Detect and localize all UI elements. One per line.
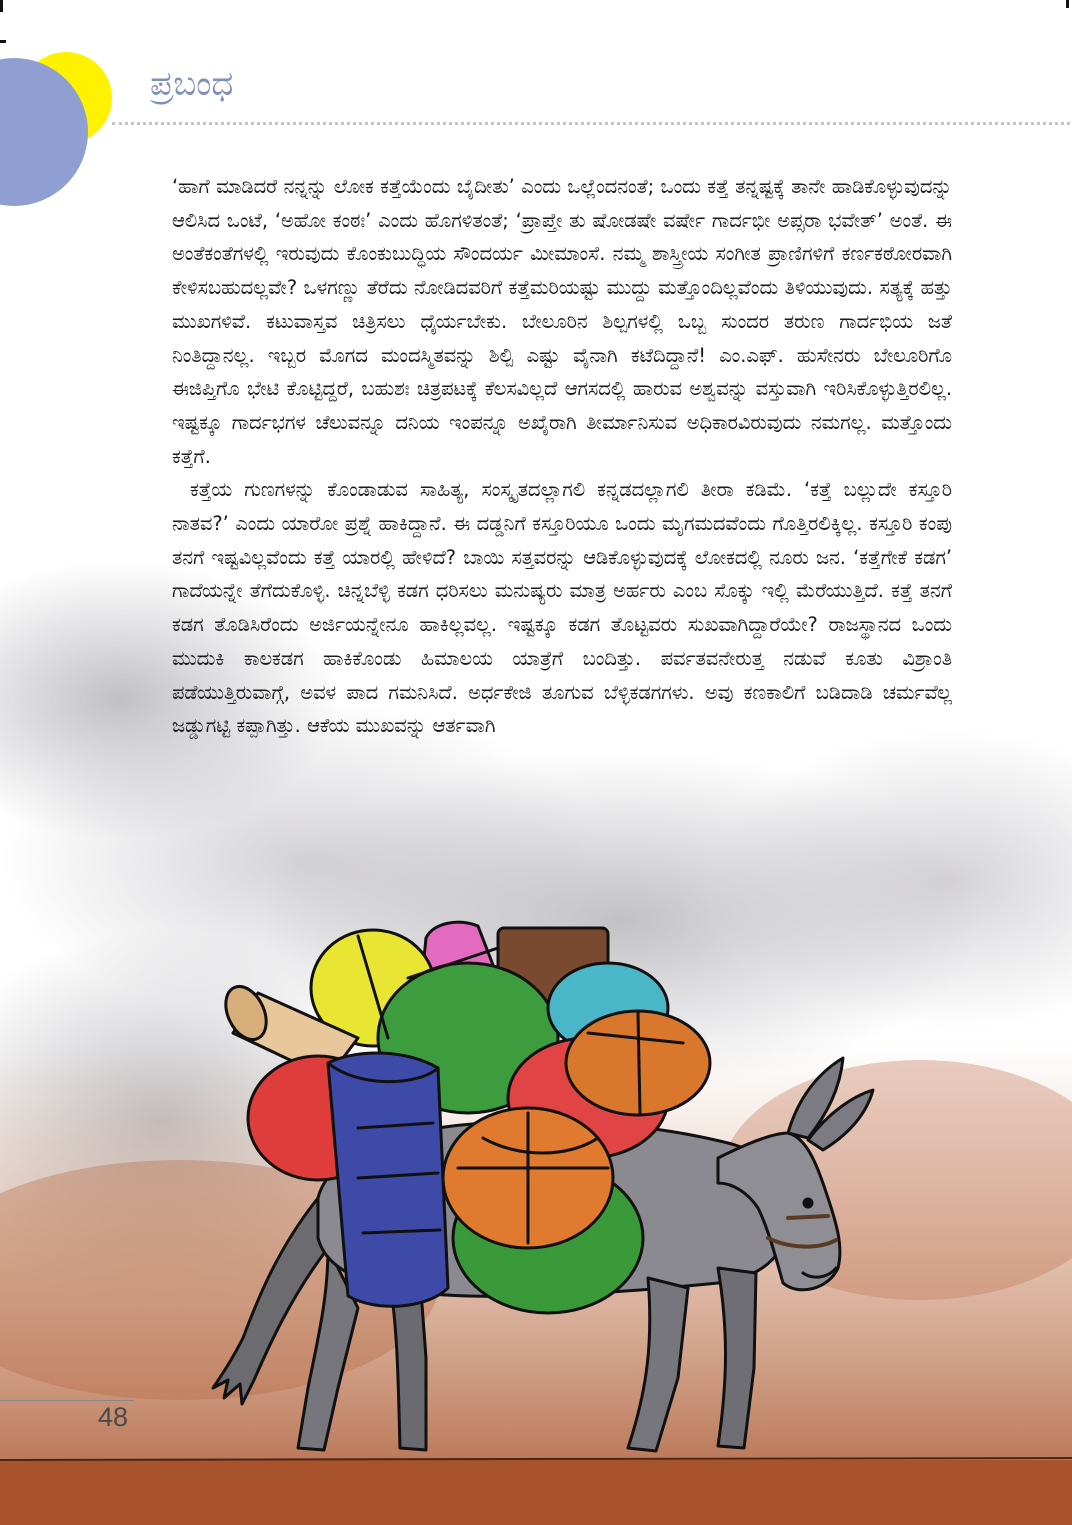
header-dotted-divider: [112, 122, 1070, 125]
donkey-with-luggage-illustration: [28, 918, 1072, 1498]
crop-mark: [1066, 0, 1069, 8]
footer-rule: [0, 1400, 134, 1401]
page-number: 48: [98, 1402, 129, 1432]
section-title: ಪ್ರಬಂಧ: [150, 64, 234, 104]
crop-mark: [0, 40, 6, 43]
crop-mark: [0, 0, 3, 12]
paragraph: ಕತ್ತೆಯ ಗುಣಗಳನ್ನು ಕೊಂಡಾಡುವ ಸಾಹಿತ್ಯ, ಸಂಸ್ಕೃತದಲ್ಲಾಗಲಿ ಕನ್ನಡದಲ್ಲಾಗಲಿ ತೀರಾ ಕಡಿಮೆ. ‘ಕತ್ತೆ ಬಲ್ಲುದೇ ಕಸ್ತೂರಿ ನಾತವ?’ ಎಂದು ಯಾರೋ ಪ್ರಶ್ನೆ ಹಾಕಿದ್ದಾನೆ. ಈ ದಡ್ಡನಿಗೆ ಕಸ್ತೂರಿಯೂ ಒಂದು ಮೃಗಮದವೆಂದು ಗೊತ್ತಿರಲಿಕ್ಕಿಲ್ಲ. ಕಸ್ತೂರಿ ಕಂಪು ತನಗೆ ಇಷ್ಟವಿಲ್ಲವೆಂದು ಕತ್ತೆ ಯಾರಲ್ಲಿ ಹೇಳಿದೆ? ಬಾಯಿ ಸತ್ತವರನ್ನು ಆಡಿಕೊಳ್ಳುವುದಕ್ಕೆ ಲೋಕದಲ್ಲಿ ನೂರು ಜನ. ‘ಕತ್ತೆಗೇಕೆ ಕಡಗ’ ಗಾದೆಯನ್ನೇ ತೆಗೆದುಕೊಳ್ಳಿ. ಚಿನ್ನಬೆಳ್ಳಿ ಕಡಗ ಧರಿಸಲು ಮನುಷ್ಯರು ಮಾತ್ರ ಅರ್ಹರು ಎಂಬ ಸೊಕ್ಕು ಇಲ್ಲಿ ಮೆರೆಯುತ್ತಿದೆ. ಕತ್ತೆ ತನಗೆ ಕಡಗ ತೊಡಿಸಿರೆಂದು ಅರ್ಜಿಯನ್ನೇನೂ ಹಾಕಿಲ್ಲವಲ್ಲ. ಇಷ್ಟಕ್ಕೂ ಕಡಗ ತೊಟ್ಟವರು ಸುಖವಾಗಿದ್ದಾರೆಯೇ? ರಾಜಸ್ಥಾನದ ಒಂದು ಮುದುಕಿ ಕಾಲಕಡಗ ಹಾಕಿಕೊಂಡು ಹಿಮಾಲಯ ಯಾತ್ರೆಗೆ ಬಂದಿತ್ತು. ಪರ್ವತವನೇರುತ್ತ ನಡುವೆ ಕೂತು ವಿಶ್ರಾಂತಿ ಪಡೆಯುತ್ತಿರುವಾಗ್ಗೆ, ಅವಳ ಪಾದ ಗಮನಿಸಿದೆ. ಅರ್ಧಕೇಜಿ ತೂಗುವ ಬೆಳ್ಳಿಕಡಗಗಳು. ಅವು ಕಣಕಾಲಿಗೆ ಬಡಿದಾಡಿ ಚರ್ಮವೆಲ್ಲ ಜಡ್ಡುಗಟ್ಟಿ ಕಪ್ಪಾಗಿತ್ತು. ಆಕೆಯ ಮುಖವನ್ನು ಆರ್ತವಾಗಿ: [172, 478, 952, 738]
essay-text: [172, 170, 952, 743]
paragraph: ‘ಹಾಗೆ ಮಾಡಿದರೆ ನನ್ನನ್ನು ಲೋಕ ಕತ್ತೆಯೆಂದು ಬೈದೀತು’ ಎಂದು ಒಲ್ಲೆಂದನಂತೆ; ಒಂದು ಕತ್ತೆ ತನ್ನಷ್ಟಕ್ಕೆ ತಾನೇ ಹಾಡಿಕೊಳ್ಳುವುದನ್ನು ಆಲಿಸಿದ ಒಂಟೆ, ‘ಅಹೋ ಕಂಠಃ’ ಎಂದು ಹೊಗಳಿತಂತೆ; ‘ಪ್ರಾಪ್ತೇ ತು ಷೋಡಷೇ ವರ್ಷೇ ಗಾರ್ದಭೀ ಅಪ್ಸರಾ ಭವೇತ್’ ಅಂತೆ. ಈ ಅಂತೆಕಂತೆಗಳಲ್ಲಿ ಇರುವುದು ಕೊಂಕುಬುದ್ಧಿಯ ಸೌಂದರ್ಯ ಮೀಮಾಂಸೆ. ನಮ್ಮ ಶಾಸ್ತ್ರೀಯ ಸಂಗೀತ ಪ್ರಾಣಿಗಳಿಗೆ ಕರ್ಣಕಠೋರವಾಗಿ ಕೇಳಿಸಬಹುದಲ್ಲವೇ? ಒಳಗಣ್ಣು ತೆರೆದು ನೋಡಿದವರಿಗೆ ಕತ್ತೆಮರಿಯಷ್ಟು ಮುದ್ದು ಮತ್ತೊಂದಿಲ್ಲವೆಂದು ತಿಳಿಯುವುದು. ಸತ್ಯಕ್ಕೆ ಹತ್ತು ಮುಖಗಳಿವೆ. ಕಟುವಾಸ್ತವ ಚಿತ್ರಿಸಲು ಧೈರ್ಯಬೇಕು. ಬೇಲೂರಿನ ಶಿಲ್ಪಗಳಲ್ಲಿ ಒಬ್ಬ ಸುಂದರ ತರುಣ ಗಾರ್ದಭಿಯ ಜತೆ ನಿಂತಿದ್ದಾನಲ್ಲ. ಇಬ್ಬರ ಮೊಗದ ಮಂದಸ್ಮಿತವನ್ನು ಶಿಲ್ಪಿ ಎಷ್ಟು ವೈನಾಗಿ ಕಟೆದಿದ್ದಾನೆ! ಎಂ.ಎಫ್. ಹುಸೇನರು ಬೇಲೂರಿಗೊ ಈಜಿಪ್ತಿಗೊ ಭೇಟಿ ಕೊಟ್ಟಿದ್ದರೆ, ಬಹುಶಃ ಚಿತ್ರಪಟಕ್ಕೆ ಕೆಲಸವಿಲ್ಲದೆ ಆಗಸದಲ್ಲಿ ಹಾರುವ ಅಶ್ವವನ್ನು ವಸ್ತುವಾಗಿ ಇರಿಸಿಕೊಳ್ಳುತ್ತಿರಲಿಲ್ಲ. ಇಷ್ಟಕ್ಕೂ ಗಾರ್ದಭಗಳ ಚೆಲುವನ್ನೂ ದನಿಯ ಇಂಪನ್ನೂ ಅಖೈರಾಗಿ ತೀರ್ಮಾನಿಸುವ ಅಧಿಕಾರವಿರುವುದು ನಮಗಲ್ಲ. ಮತ್ತೊಂದು ಕತ್ತೆಗೆ.: [172, 175, 952, 468]
